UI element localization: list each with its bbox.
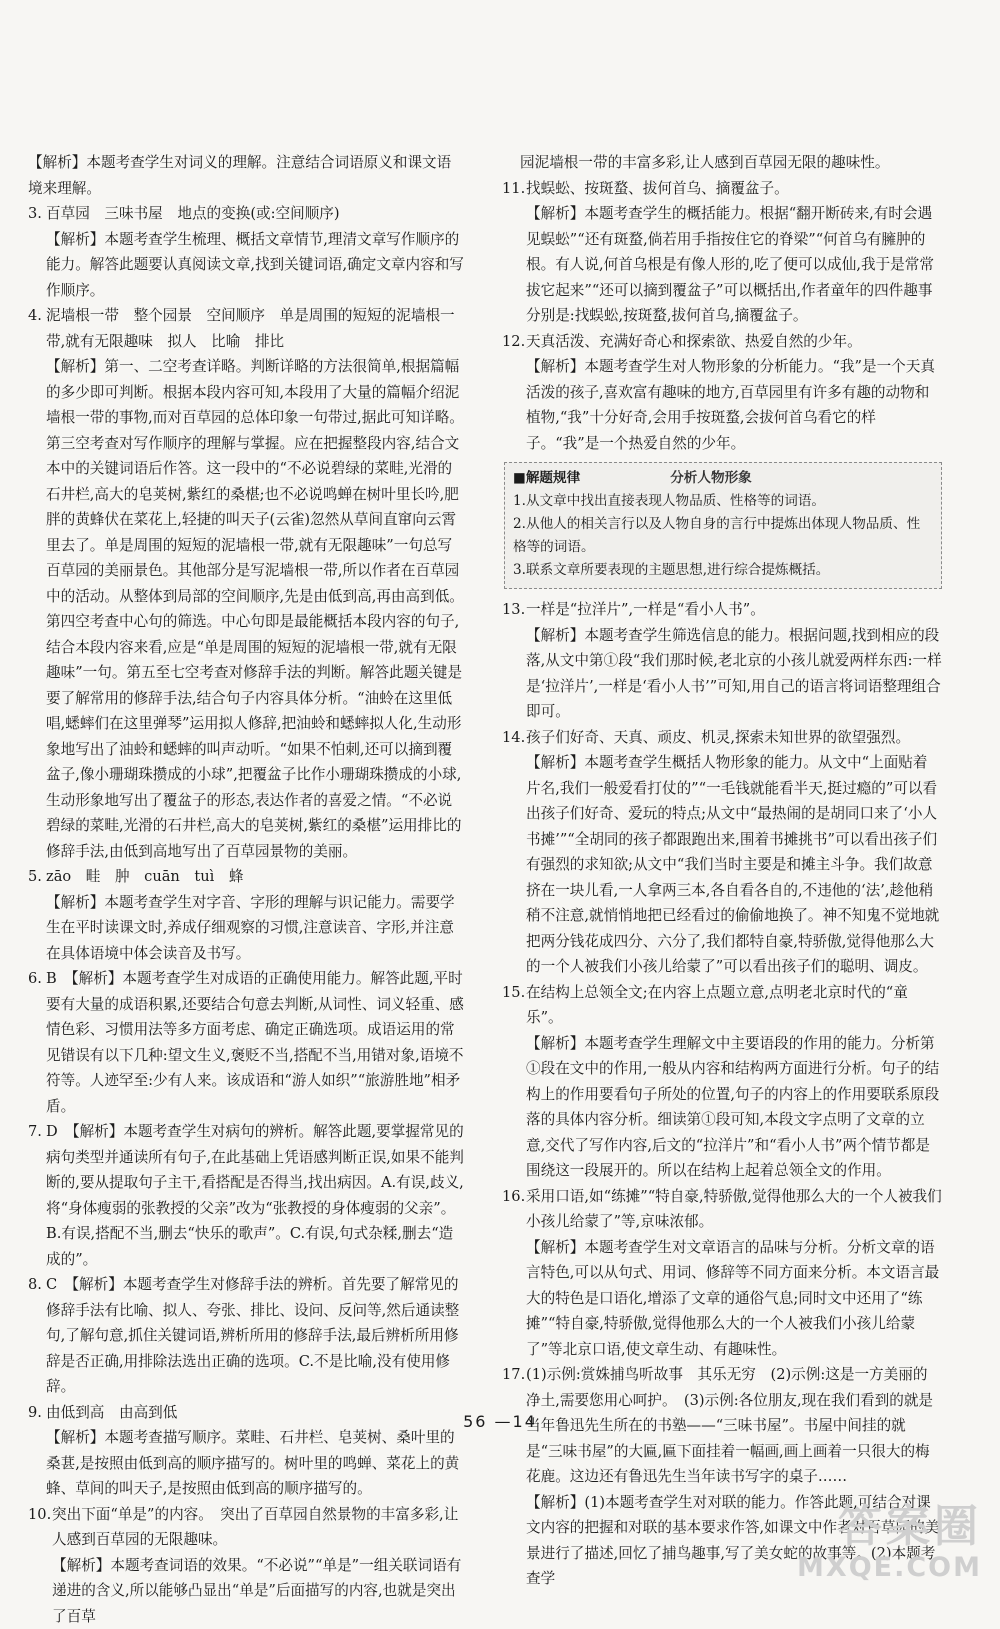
watermark-logo: [782, 1502, 982, 1586]
question-10: [28, 1502, 465, 1629]
question-number: 9.: [28, 1400, 42, 1426]
question-13: [502, 597, 942, 725]
answer: 百草园 三味书屋 地点的变换(或:空间顺序): [46, 201, 465, 227]
tips-item: 3.联系文章所要表现的主题思想,进行综合提炼概括。: [513, 559, 931, 582]
question-8: [28, 1272, 465, 1400]
tips-header: [513, 467, 931, 490]
analysis: 【解析】本题考查学生对字音、字形的理解与识记能力。需要学生在平时读课文时,养成仔细观察的习惯,注意读音、字形,并注意在具体语境中体会读音及书写。: [46, 890, 465, 967]
analysis: 【解析】本题考查描写顺序。菜畦、石井栏、皂荚树、桑叶里的桑葚,是按照由低到高的顺序描写的。树叶里的鸣蝉、菜花上的黄蜂、草间的叫天子,是按照由低到高的顺序描写的。: [46, 1425, 465, 1502]
question-number: 6.: [28, 966, 42, 992]
analysis: 【解析】(1)本题考查学生对对联的能力。作答此题,可结合对课文内容的把握和对联的基本要求作答,如课文中作者对百草园的美景进行了描述,回忆了捕鸟趣事,写了美女蛇的故事等。(2)本题考查学: [526, 1490, 942, 1592]
page-number: 56 —14: [0, 1412, 1000, 1431]
answer: 找蜈蚣、按斑蝥、拔何首乌、摘覆盆子。: [526, 176, 942, 202]
analysis: 【解析】本题考查学生的概括能力。根据“翻开断砖来,有时会遇见蜈蚣”“还有斑蝥,倘若用手指按住它的脊梁”“何首乌有臃肿的根。有人说,何首乌根是有像人形的,吃了便可以成仙,我于是常常拔它起来”“还可以摘到覆盆子”可以概括出,作者童年的四件趣事分别是:找蜈蚣,按斑蝥,拔何首乌,摘覆盆子。: [526, 201, 942, 329]
question-4: [28, 303, 465, 864]
question-number: 16.: [502, 1184, 525, 1210]
analysis: 【解析】本题考查学生梳理、概括文章情节,理清文章写作顺序的能力。解答此题要认真阅读文章,找到关键词语,确定文章内容和写作顺序。: [46, 227, 465, 304]
answer-analysis: B 【解析】本题考查学生对成语的正确使用能力。解答此题,平时要有大量的成语积累,还要结合句意去判断,从词性、词义轻重、感情色彩、习惯用法等多方面考虑、确定正确选项。成语运用的常见错误有以下几种:望文生义,褒贬不当,搭配不当,用错对象,语境不符等。人迹罕至:少有人来。该成语和“游人如织”“旅游胜地”相矛盾。: [46, 966, 465, 1119]
answer: zāo 畦 肿 cuān tuì 蜂: [46, 864, 465, 890]
answer: 天真活泼、充满好奇心和探索欲、热爱自然的少年。: [526, 329, 942, 355]
question-number: 10.: [28, 1502, 51, 1528]
answer: (1)示例:赏姝捕鸟听故事 其乐无穷 (2)示例:这是一方美丽的净土,需要您用心呵护。 (3)示例:各位朋友,现在我们看到的就是当年鲁迅先生所在的书塾——“三味书屋”。书屋中间挂的就是“三味书屋”的大匾,匾下面挂着一幅画,画上画着一只很大的梅花鹿。这边还有鲁迅先生当年读书写字的桌子……: [526, 1362, 942, 1490]
analysis: 【解析】本题考查学生理解文中主要语段的作用的能力。分析第①段在文中的作用,一般从内容和结构两方面进行分析。句子的结构上的作用要看句子所处的位置,句子的内容上的作用要联系原段落的具体内容分析。细读第①段可知,本段文字点明了文章的立意,交代了写作内容,后文的“拉洋片”和“看小人书”两个情节都是围绕这一段展开的。所以在结构上起着总领全文的作用。: [526, 1031, 942, 1184]
analysis: 【解析】本题考查学生对人物形象的分析能力。“我”是一个天真活泼的孩子,喜欢富有趣味的地方,百草园里有许多有趣的动物和植物,“我”十分好奇,会用手按斑蝥,会拔何首乌看它的样子。“我”是一个热爱自然的少年。: [526, 354, 942, 456]
answer: 在结构上总领全文;在内容上点题立意,点明老北京时代的“童乐”。: [526, 980, 942, 1031]
tips-item: 1.从文章中找出直接表现人物品质、性格等的词语。: [513, 490, 931, 513]
question-3: [28, 201, 465, 303]
left-column: [28, 150, 465, 1629]
question-12: [502, 329, 942, 457]
analysis-q2: 【解析】本题考查学生对词义的理解。注意结合词语原义和课文语境来理解。: [28, 150, 465, 201]
answer: 突出下面“单是”的内容。 突出了百草园自然景物的丰富多彩,让人感到百草园的无限趣味。: [52, 1502, 465, 1553]
analysis-q10-continued: 园泥墙根一带的丰富多彩,让人感到百草园无限的趣味性。: [502, 150, 942, 176]
question-number: 17.: [502, 1362, 525, 1388]
question-16: [502, 1184, 942, 1363]
question-number: 8.: [28, 1272, 42, 1298]
watermark-bottom-text: MXQE.COM: [782, 1552, 982, 1583]
answer-analysis: D 【解析】本题考查学生对病句的辨析。解答此题,要掌握常见的病句类型并通读所有句子,在此基础上凭语感判断正误,如果不能判断的,要从提取句子主干,看搭配是否得当,找出病因。A.有误,歧义,将“身体瘦弱的张教授的父亲”改为“张教授的身体瘦弱的父亲”。B.有误,搭配不当,删去“快乐的歌声”。C.有误,句式杂糅,删去“造成的”。: [46, 1119, 465, 1272]
question-14: [502, 725, 942, 980]
question-number: 15.: [502, 980, 525, 1006]
question-11: [502, 176, 942, 329]
answer: 泥墙根一带 整个园景 空间顺序 单是周围的短短的泥墙根一带,就有无限趣味 拟人 比喻 排比: [46, 303, 465, 354]
answer: 一样是“拉洋片”,一样是“看小人书”。: [526, 597, 942, 623]
question-number: 13.: [502, 597, 525, 623]
question-number: 14.: [502, 725, 525, 751]
question-number: 4.: [28, 303, 42, 329]
analysis: 【解析】本题考查词语的效果。“不必说”“单是”一组关联词语有递进的含义,所以能够凸显出“单是”后面描写的内容,也就是突出了百草: [52, 1553, 465, 1629]
question-15: [502, 980, 942, 1184]
analysis: 【解析】本题考查学生概括人物形象的能力。从文中“上面贴着片名,我们一般爱看打仗的”“一毛钱就能看半天,挺过瘾的”可以看出孩子们好奇、爱玩的特点;从文中“最热闹的是胡同口来了‘小人书摊’”“全胡同的孩子都跟跑出来,围着书摊挑书”可以看出孩子们有强烈的求知欲;从文中“我们当时主要是和摊主斗争。我们故意挤在一块儿看,一人拿两三本,各自看各自的,不违他的‘法’,趁他稍稍不注意,就悄悄地把已经看过的偷偷地换了。神不知鬼不觉地就把两分钱花成四分、六分了,我们都特自豪,特骄傲,觉得他那么大的一个人被我们小孩儿给蒙了”可以看出孩子们的聪明、调皮。: [526, 750, 942, 980]
answer-analysis: C 【解析】本题考查学生对修辞手法的辨析。首先要了解常见的修辞手法有比喻、拟人、夸张、排比、设问、反问等,然后通读整句,了解句意,抓住关键词语,辨析所用的修辞手法,最后辨析所用修辞是否正确,用排除法选出正确的选项。C.不是比喻,没有使用修辞。: [46, 1272, 465, 1400]
answer: 孩子们好奇、天真、顽皮、机灵,探索未知世界的欲望强烈。: [526, 725, 942, 751]
question-number: 5.: [28, 864, 42, 890]
analysis: 【解析】第一、二空考查详略。判断详略的方法很简单,根据篇幅的多少即可判断。根据本段内容可知,本段用了大量的篇幅介绍泥墙根一带的事物,而对百草园的总体印象一句带过,据此可知详略。第三空考查对写作顺序的理解与掌握。应在把握整段内容,结合文本中的关键词语后作答。这一段中的“不必说碧绿的菜畦,光滑的石井栏,高大的皂荚树,紫红的桑椹;也不必说鸣蝉在树叶里长吟,肥胖的黄蜂伏在菜花上,轻捷的叫天子(云雀)忽然从草间直窜向云霄里去了。单是周围的短短的泥墙根一带,就有无限趣味”一句总写百草园的美丽景色。其他部分是写泥墙根一带,所以作者在百草园中的活动。从整体到局部的空间顺序,先是由低到高,再由高到低。第四空考查中心句的筛选。中心句即是最能概括本段内容的句子,结合本段内容来看,应是“单是周围的短短的泥墙根一带,就有无限趣味”一句。第五至七空考查对修辞手法的判断。解答此题关键是要了解常用的修辞手法,结合句子内容具体分析。“油蛉在这里低唱,蟋蟀们在这里弹琴”运用拟人修辞,把油蛉和蟋蟀拟人化,生动形象地写出了油蛉和蟋蟀的叫声动听。“如果不怕刺,还可以摘到覆盆子,像小珊瑚珠攒成的小球”,把覆盆子比作小珊瑚珠攒成的小球,生动形象地写出了覆盆子的形态,表达作者的喜爱之情。“不必说碧绿的菜畦,光滑的石井栏,高大的皂荚树,紫红的桑椹”运用排比的修辞手法,由低到高地写出了百草园景物的美丽。: [46, 354, 465, 864]
answer: 采用口语,如“练摊”“特自豪,特骄傲,觉得他那么大的一个人被我们小孩儿给蒙了”等,京味浓郁。: [526, 1184, 942, 1235]
tips-box: [504, 462, 942, 589]
right-column: [502, 150, 942, 1592]
question-number: 12.: [502, 329, 525, 355]
question-6: [28, 966, 465, 1119]
tips-tag: ■解题规律: [513, 467, 580, 490]
question-number: 11.: [502, 176, 525, 202]
analysis: 【解析】本题考查学生筛选信息的能力。根据问题,找到相应的段落,从文中第①段“我们那时候,老北京的小孩儿就爱两样东西:一样是‘拉洋片’,一样是‘看小人书’”可知,用自己的语言将词语整理组合即可。: [526, 623, 942, 725]
question-number: 3.: [28, 201, 42, 227]
tips-title: 分析人物形象: [670, 467, 752, 490]
watermark-top-text: 答案圈: [782, 1502, 982, 1552]
question-number: 7.: [28, 1119, 42, 1145]
analysis: 【解析】本题考查学生对文章语言的品味与分析。分析文章的语言特色,可以从句式、用词、修辞等不同方面来分析。本文语言最大的特色是口语化,增添了文章的通俗气息;同时文中还用了“练摊”“特自豪,特骄傲,觉得他那么大的一个人被我们小孩儿给蒙了”等北京口语,使文章生动、有趣味性。: [526, 1235, 942, 1363]
question-7: [28, 1119, 465, 1272]
answer: 由低到高 由高到低: [46, 1400, 465, 1426]
tips-item: 2.从他人的相关言行以及人物自身的言行中提炼出体现人物品质、性格等的词语。: [513, 513, 931, 559]
question-5: [28, 864, 465, 966]
